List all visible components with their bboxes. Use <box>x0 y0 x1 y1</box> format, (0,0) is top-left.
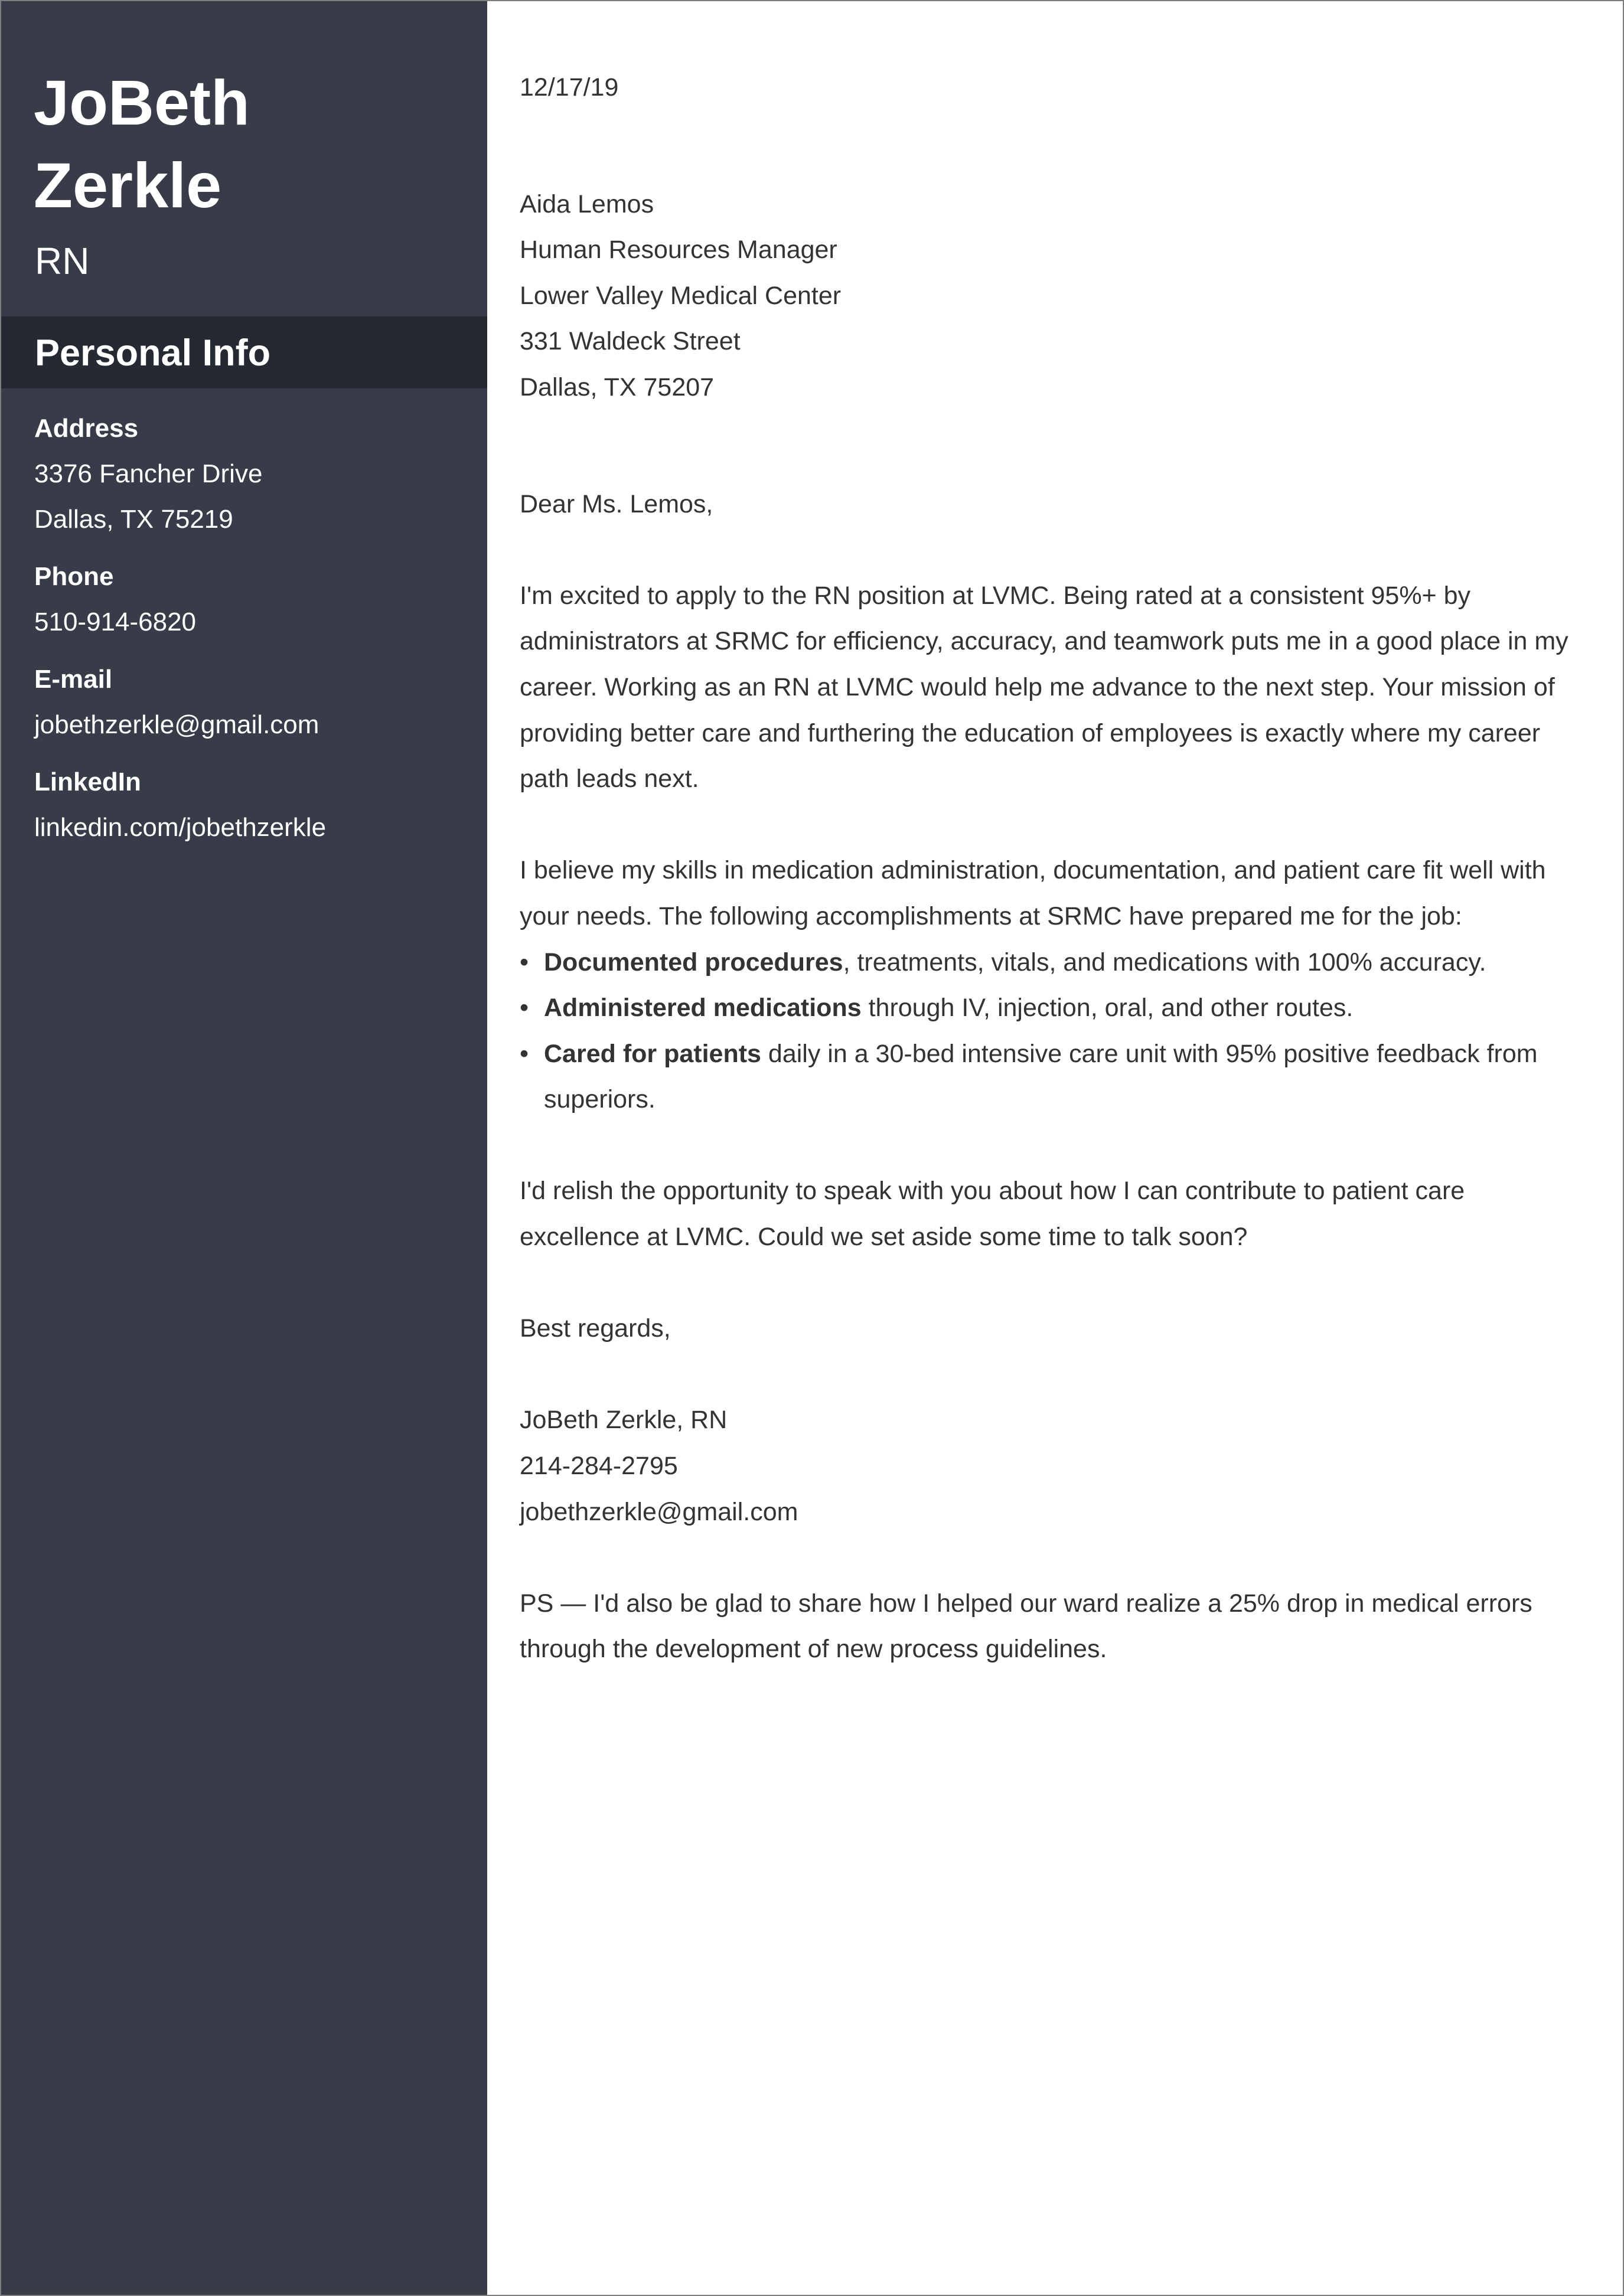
bullet-text: through IV, injection, oral, and other routes. <box>861 994 1354 1023</box>
spacer <box>520 1260 1589 1307</box>
applicant-last-name: Zerkle <box>34 149 222 221</box>
email-link[interactable]: jobethzerkle@gmail.com <box>34 710 319 739</box>
closing: Best regards, <box>520 1314 671 1343</box>
info-label: LinkedIn <box>34 767 141 796</box>
bullet-bold: Cared for patients <box>544 1039 761 1068</box>
list-item <box>520 1031 1589 1123</box>
personal-info-title: Personal Info <box>35 332 271 374</box>
personal-info-header <box>1 316 487 388</box>
postscript: PS — I'd also be glad to share how I helped our ward realize a 25% drop in medical errors through the development of new process guidelines. <box>520 1589 1532 1664</box>
address-line-1: 3376 Fancher Drive <box>34 459 263 488</box>
salutation: Dear Ms. Lemos, <box>520 489 713 518</box>
spacer <box>520 111 1589 182</box>
list-item <box>520 940 1589 986</box>
info-address <box>34 406 471 542</box>
recipient-street: 331 Waldeck Street <box>520 327 741 356</box>
signature-phone: 214-284-2795 <box>520 1452 678 1481</box>
info-label: E-mail <box>34 665 113 694</box>
applicant-name <box>34 61 250 227</box>
sidebar <box>1 1 487 2295</box>
address-line-2: Dallas, TX 75219 <box>34 505 233 534</box>
signature-email[interactable]: jobethzerkle@gmail.com <box>520 1497 798 1526</box>
paragraph-intro: I'm excited to apply to the RN position at LVMC. Being rated at a consistent 95%+ by administrators at SRMC for efficiency, accuracy, and teamwork puts me in a good place in my career. Working as an RN at LVMC would help me advance to the next step. Your mission of providing better care and furthering the education of employees is exactly where my career path leads next. <box>520 581 1568 793</box>
bullet-icon: • <box>520 994 529 1023</box>
signature-name: JoBeth Zerkle, RN <box>520 1406 728 1435</box>
paragraph-closing: I'd relish the opportunity to speak with you about how I can contribute to patient care excellence at LVMC. Could we set aside some time to talk soon? <box>520 1177 1465 1252</box>
bullet-text: daily in a 30-bed intensive care unit with 95% positive feedback from superiors. <box>544 1039 1538 1114</box>
bullet-bold: Documented procedures <box>544 948 843 976</box>
letter-content <box>520 65 1589 1673</box>
bullet-bold: Administered medications <box>544 994 862 1023</box>
spacer <box>520 527 1589 573</box>
info-email <box>34 657 471 747</box>
bullet-icon: • <box>520 948 529 976</box>
bullet-icon: • <box>520 1039 529 1068</box>
recipient-title: Human Resources Manager <box>520 236 837 264</box>
accomplishments-list <box>520 940 1589 1123</box>
recipient-company: Lower Valley Medical Center <box>520 281 842 310</box>
recipient-name: Aida Lemos <box>520 190 654 218</box>
spacer <box>520 1352 1589 1398</box>
spacer <box>520 411 1589 482</box>
recipient-city: Dallas, TX 75207 <box>520 373 715 401</box>
linkedin-link[interactable]: linkedin.com/jobethzerkle <box>34 813 327 842</box>
letter-date: 12/17/19 <box>520 73 619 102</box>
paragraph-skills: I believe my skills in medication administration, documentation, and patient care fit well with your needs. The following accomplishments at SRMC have prepared me for the job: <box>520 856 1546 930</box>
recipient-block <box>520 182 1589 411</box>
applicant-first-name: JoBeth <box>34 67 250 138</box>
signature-block <box>520 1397 1589 1535</box>
info-label: Phone <box>34 562 114 591</box>
personal-info-list <box>34 406 471 862</box>
spacer <box>520 1535 1589 1581</box>
spacer <box>520 802 1589 848</box>
spacer <box>520 1123 1589 1169</box>
info-label: Address <box>34 414 139 443</box>
applicant-title: RN <box>35 240 90 282</box>
info-linkedin <box>34 759 471 850</box>
phone-value: 510-914-6820 <box>34 608 197 636</box>
info-phone <box>34 554 471 645</box>
list-item <box>520 985 1589 1031</box>
bullet-text: , treatments, vitals, and medications with 100% accuracy. <box>843 948 1486 976</box>
letter-body <box>487 1 1623 2295</box>
